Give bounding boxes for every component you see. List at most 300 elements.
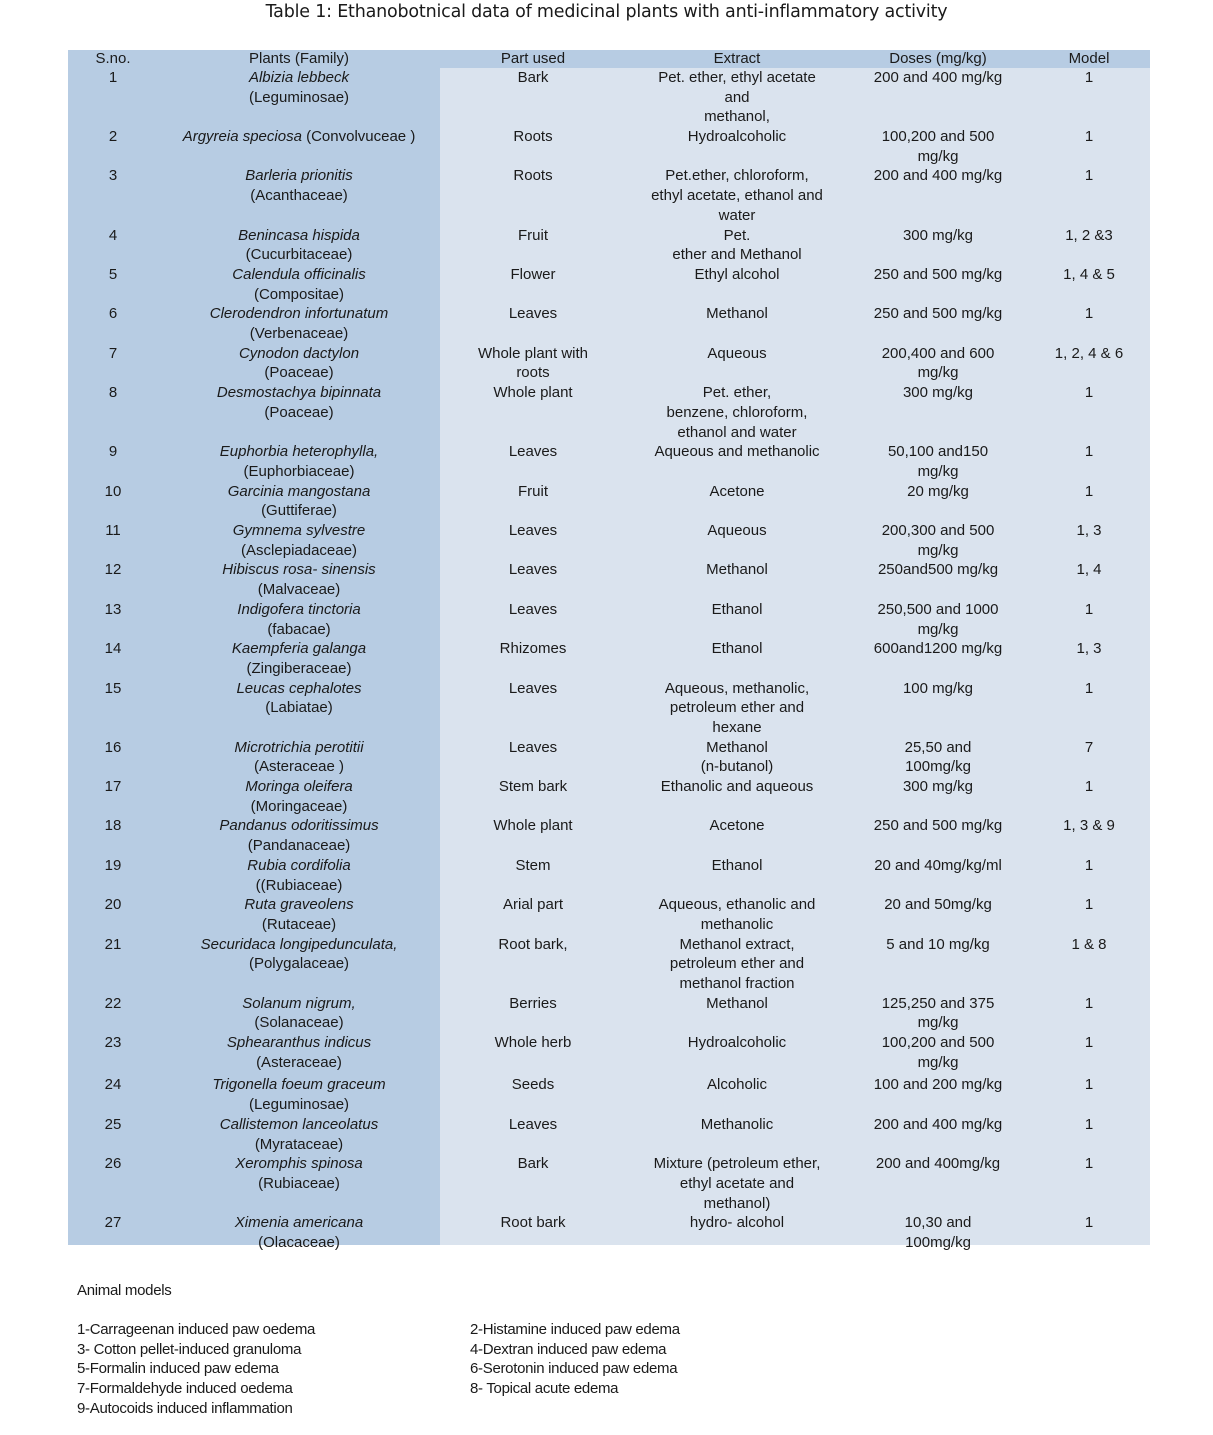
plant-family: (Rutaceae) bbox=[261, 915, 337, 933]
row-left-shaded bbox=[68, 68, 440, 127]
header-part-used: Part used bbox=[500, 50, 566, 67]
cell-sno: 15 bbox=[104, 679, 122, 697]
row-left-shaded bbox=[68, 738, 440, 777]
table-row bbox=[68, 816, 1150, 855]
row-left-shaded bbox=[68, 1075, 440, 1114]
cell-model: 1, 2 &3 bbox=[1065, 226, 1113, 244]
table-row bbox=[68, 344, 1150, 383]
table-row bbox=[68, 1115, 1150, 1154]
cell-part-used: Bark bbox=[517, 1155, 549, 1173]
cell-part-used: Leaves bbox=[508, 443, 558, 461]
cell-plant bbox=[158, 994, 440, 1033]
cell-model: 1 bbox=[1084, 1034, 1094, 1052]
cell-part-used: Roots bbox=[513, 128, 553, 146]
table-row bbox=[68, 166, 1150, 225]
plant-family: (Polygalaceae) bbox=[248, 955, 350, 973]
plant-family: (fabacae) bbox=[267, 620, 331, 638]
cell-plant bbox=[158, 1115, 440, 1154]
cell-plant bbox=[158, 226, 440, 265]
row-right-shaded bbox=[440, 895, 1150, 934]
cell-part-used: Arial part bbox=[502, 896, 564, 914]
cell-part-used: Whole plant bbox=[493, 817, 573, 835]
header-extract: Extract bbox=[713, 50, 761, 67]
row-right-shaded bbox=[440, 226, 1150, 265]
cell-doses: 300 mg/kg bbox=[902, 226, 974, 244]
row-left-shaded bbox=[68, 1213, 440, 1252]
table-row bbox=[68, 777, 1150, 816]
cell-doses: 20 and 40mg/kg/ml bbox=[874, 856, 1002, 874]
plant-latin-name: Pandanus odoritissimus bbox=[219, 817, 379, 835]
cell-part-used: Root bark bbox=[500, 1214, 566, 1232]
table-row bbox=[68, 560, 1150, 599]
row-left-shaded bbox=[68, 1154, 440, 1213]
row-right-shaded bbox=[440, 1075, 1150, 1114]
row-right-shaded bbox=[440, 639, 1150, 678]
cell-extract: Methanol (n-butanol) bbox=[700, 738, 774, 776]
cell-model: 1 bbox=[1084, 128, 1094, 146]
table-row bbox=[68, 639, 1150, 678]
row-left-shaded bbox=[68, 166, 440, 225]
table-row bbox=[68, 895, 1150, 934]
cell-plant bbox=[158, 679, 440, 738]
cell-extract: Pet. ether and Methanol bbox=[672, 226, 802, 264]
cell-plant bbox=[158, 935, 440, 994]
row-right-shaded bbox=[440, 265, 1150, 304]
cell-sno: 9 bbox=[108, 443, 118, 461]
cell-model: 1 bbox=[1084, 1076, 1094, 1094]
row-right-shaded bbox=[440, 1154, 1150, 1213]
cell-model: 1, 3 bbox=[1076, 522, 1102, 540]
table-row bbox=[68, 994, 1150, 1033]
plant-family: (Asteraceae) bbox=[256, 1053, 342, 1071]
plant-latin-name: Kaempferia galanga bbox=[231, 640, 367, 658]
plant-family: (Convolvuceae ) bbox=[301, 128, 416, 146]
cell-model: 1 bbox=[1084, 600, 1094, 618]
cell-part-used: Leaves bbox=[508, 600, 558, 618]
table-row bbox=[68, 1033, 1150, 1075]
cell-model: 1, 2, 4 & 6 bbox=[1054, 344, 1124, 362]
cell-part-used: Bark bbox=[517, 69, 549, 86]
cell-extract: Ethanolic and aqueous bbox=[660, 778, 814, 796]
table-row bbox=[68, 1075, 1150, 1114]
row-right-shaded bbox=[440, 1115, 1150, 1154]
table-row bbox=[68, 442, 1150, 481]
cell-sno: 19 bbox=[104, 856, 122, 874]
cell-plant bbox=[158, 1033, 440, 1075]
row-left-shaded bbox=[68, 679, 440, 738]
row-left-shaded bbox=[68, 265, 440, 304]
cell-sno: 20 bbox=[104, 896, 122, 914]
cell-doses: 250 and 500 mg/kg bbox=[873, 305, 1003, 323]
cell-plant bbox=[158, 1154, 440, 1213]
row-left-shaded bbox=[68, 1033, 440, 1075]
cell-doses: 5 and 10 mg/kg bbox=[886, 935, 990, 953]
row-right-shaded bbox=[440, 777, 1150, 816]
cell-extract: Ethanol bbox=[711, 856, 763, 874]
cell-extract: Pet.ether, chloroform, ethyl acetate, ethanol and water bbox=[651, 167, 823, 224]
table-row bbox=[68, 226, 1150, 265]
cell-doses: 20 and 50mg/kg bbox=[884, 896, 992, 914]
row-right-shaded bbox=[440, 679, 1150, 738]
cell-extract: Aqueous bbox=[707, 344, 767, 362]
cell-extract: Aqueous, methanolic, petroleum ether and hexane bbox=[664, 679, 810, 736]
cell-doses: 250 and 500 mg/kg bbox=[873, 265, 1003, 283]
table-row bbox=[68, 265, 1150, 304]
cell-doses: 250and500 mg/kg bbox=[877, 561, 999, 579]
row-right-shaded bbox=[440, 68, 1150, 127]
plant-latin-name: Barleria prionitis bbox=[245, 167, 353, 185]
plant-latin-name: Cynodon dactylon bbox=[238, 344, 360, 362]
cell-sno: 24 bbox=[104, 1076, 122, 1094]
cell-part-used: Berries bbox=[509, 994, 557, 1012]
plant-latin-name: Sphearanthus indicus bbox=[226, 1034, 372, 1052]
cell-model: 1 bbox=[1084, 679, 1094, 697]
header-model: Model bbox=[1068, 50, 1110, 67]
cell-part-used: Whole plant with roots bbox=[477, 344, 589, 382]
cell-model: 1 bbox=[1084, 896, 1094, 914]
cell-plant bbox=[158, 344, 440, 383]
cell-part-used: Leaves bbox=[508, 738, 558, 756]
plant-family: (Cucurbitaceae) bbox=[245, 246, 353, 264]
table-row bbox=[68, 935, 1150, 994]
cell-plant bbox=[158, 600, 440, 639]
cell-sno: 25 bbox=[104, 1115, 122, 1133]
cell-sno: 2 bbox=[108, 128, 118, 146]
table-row bbox=[68, 127, 1150, 166]
cell-sno: 10 bbox=[104, 482, 122, 500]
legend-item: 8- Topical acute edema bbox=[470, 1380, 619, 1398]
cell-part-used: Leaves bbox=[508, 1115, 558, 1133]
cell-plant bbox=[158, 895, 440, 934]
plant-latin-name: Callistemon lanceolatus bbox=[219, 1115, 379, 1133]
cell-model: 1 & 8 bbox=[1071, 935, 1107, 953]
table-row bbox=[68, 738, 1150, 777]
cell-doses: 250 and 500 mg/kg bbox=[873, 817, 1003, 835]
cell-plant bbox=[158, 166, 440, 225]
cell-sno: 4 bbox=[108, 226, 118, 244]
row-left-shaded bbox=[68, 127, 440, 166]
table-row bbox=[68, 1154, 1150, 1213]
ethnobotanical-table bbox=[68, 50, 1150, 1252]
cell-sno: 3 bbox=[108, 167, 118, 185]
table-row bbox=[68, 521, 1150, 560]
plant-latin-name: Solanum nigrum, bbox=[242, 994, 356, 1012]
cell-sno: 8 bbox=[108, 384, 118, 402]
row-right-shaded bbox=[440, 304, 1150, 343]
row-left-shaded bbox=[68, 994, 440, 1033]
header-plant: Plants (Family) bbox=[248, 50, 349, 67]
plant-family: (Leguminosae) bbox=[248, 88, 350, 106]
plant-family: (Malvaceae) bbox=[257, 581, 341, 599]
row-right-shaded bbox=[440, 1033, 1150, 1075]
plant-latin-name: Rubia cordifolia bbox=[247, 856, 351, 874]
row-right-shaded bbox=[440, 816, 1150, 855]
cell-doses: 200 and 400 mg/kg bbox=[873, 1115, 1003, 1133]
cell-doses: 20 mg/kg bbox=[907, 482, 969, 500]
cell-plant bbox=[158, 816, 440, 855]
legend-item: 5-Formalin induced paw edema bbox=[77, 1360, 279, 1378]
plant-latin-name: Garcinia mangostana bbox=[227, 482, 371, 500]
cell-doses: 200 and 400 mg/kg bbox=[873, 167, 1003, 185]
plant-family: (Compositae) bbox=[253, 285, 345, 303]
plant-family: (Leguminosae) bbox=[248, 1096, 350, 1114]
row-left-shaded bbox=[68, 442, 440, 481]
plant-latin-name: Securidaca longipedunculata, bbox=[200, 935, 398, 953]
plant-latin-name: Calendula officinalis bbox=[232, 265, 366, 283]
row-right-shaded bbox=[440, 738, 1150, 777]
cell-extract: Methanolic bbox=[700, 1115, 774, 1133]
cell-plant bbox=[158, 856, 440, 895]
cell-sno: 18 bbox=[104, 817, 122, 835]
cell-doses: 100,200 and 500 mg/kg bbox=[881, 1034, 995, 1071]
cell-extract: Alcoholic bbox=[706, 1076, 768, 1094]
row-right-shaded bbox=[440, 442, 1150, 481]
cell-model: 1 bbox=[1084, 69, 1094, 86]
cell-model: 1, 3 & 9 bbox=[1063, 817, 1115, 835]
cell-extract: Methanol extract, petroleum ether and methanol fraction bbox=[669, 935, 805, 993]
plant-family: (Rubiaceae) bbox=[258, 1174, 340, 1192]
cell-extract: Ethanol bbox=[711, 640, 763, 658]
table-row bbox=[68, 383, 1150, 442]
cell-model: 1, 3 bbox=[1076, 640, 1102, 658]
cell-part-used: Leaves bbox=[508, 522, 558, 540]
cell-model: 1, 4 bbox=[1076, 561, 1102, 579]
plant-family: (Moringaceae) bbox=[250, 797, 348, 815]
plant-family: ((Rubiaceae) bbox=[255, 876, 343, 894]
plant-latin-name: Indigofera tinctoria bbox=[237, 600, 361, 618]
table-title: Table 1: Ethanobotnical data of medicinal plants with anti-inflammatory activity bbox=[265, 2, 948, 22]
plant-family: (Poaceae) bbox=[264, 364, 334, 382]
row-left-shaded bbox=[68, 560, 440, 599]
table-row bbox=[68, 600, 1150, 639]
cell-plant bbox=[158, 265, 440, 304]
cell-sno: 5 bbox=[108, 265, 118, 283]
cell-sno: 14 bbox=[104, 640, 122, 658]
cell-plant bbox=[158, 639, 440, 678]
cell-model: 1 bbox=[1084, 482, 1094, 500]
cell-model: 1 bbox=[1084, 994, 1094, 1012]
cell-extract: Aqueous, ethanolic and methanolic bbox=[658, 896, 816, 933]
cell-plant bbox=[158, 442, 440, 481]
cell-sno: 13 bbox=[104, 600, 122, 618]
row-left-shaded bbox=[68, 935, 440, 994]
cell-sno: 21 bbox=[104, 935, 122, 953]
row-right-shaded bbox=[440, 560, 1150, 599]
row-right-shaded bbox=[440, 383, 1150, 442]
cell-doses: 250,500 and 1000 mg/kg bbox=[877, 600, 999, 638]
plant-latin-name: Argyreia speciosa bbox=[182, 128, 302, 146]
header-doses: Doses (mg/kg) bbox=[889, 50, 987, 67]
row-right-shaded bbox=[440, 856, 1150, 895]
cell-plant bbox=[158, 1213, 440, 1252]
table-row bbox=[68, 1213, 1150, 1252]
row-left-shaded bbox=[68, 344, 440, 383]
plant-family: (Myrataceae) bbox=[254, 1135, 344, 1153]
row-right-shaded bbox=[440, 994, 1150, 1033]
plant-latin-name: Benincasa hispida bbox=[238, 226, 360, 244]
cell-plant bbox=[158, 738, 440, 777]
cell-part-used: Fruit bbox=[518, 482, 548, 500]
cell-extract: Methanol bbox=[706, 561, 768, 579]
cell-model: 1 bbox=[1084, 443, 1094, 461]
legend-item: 7-Formaldehyde induced oedema bbox=[77, 1380, 293, 1398]
plant-family: (Guttiferae) bbox=[261, 502, 337, 520]
row-left-shaded bbox=[68, 383, 440, 442]
cell-doses: 50,100 and150 mg/kg bbox=[887, 443, 989, 480]
cell-extract: Ethanol bbox=[711, 600, 763, 618]
cell-part-used: Rhizomes bbox=[499, 640, 567, 658]
cell-model: 1 bbox=[1084, 1155, 1094, 1173]
cell-sno: 16 bbox=[104, 738, 122, 756]
legend-item: 9-Autocoids induced inflammation bbox=[77, 1399, 293, 1417]
cell-part-used: Leaves bbox=[508, 679, 558, 697]
plant-latin-name: Euphorbia heterophylla, bbox=[219, 443, 379, 461]
plant-family: (Verbenaceae) bbox=[249, 325, 349, 343]
plant-latin-name: Ximenia americana bbox=[234, 1214, 364, 1232]
row-right-shaded bbox=[440, 935, 1150, 994]
cell-model: 1 bbox=[1084, 167, 1094, 185]
row-left-shaded bbox=[68, 1115, 440, 1154]
cell-doses: 25,50 and 100mg/kg bbox=[904, 738, 972, 776]
row-left-shaded bbox=[68, 639, 440, 678]
plant-family: (Poaceae) bbox=[264, 403, 334, 421]
row-right-shaded bbox=[440, 1213, 1150, 1252]
row-left-shaded bbox=[68, 482, 440, 521]
cell-sno: 26 bbox=[104, 1155, 122, 1173]
cell-extract: Mixture (petroleum ether, ethyl acetate and methanol) bbox=[653, 1155, 821, 1212]
plant-family: (Olacaceae) bbox=[258, 1234, 340, 1252]
plant-latin-name: Ruta graveolens bbox=[244, 896, 354, 914]
row-right-shaded bbox=[440, 521, 1150, 560]
legend-item: 6-Serotonin induced paw edema bbox=[470, 1360, 678, 1378]
cell-part-used: Root bark, bbox=[498, 935, 568, 953]
cell-doses: 100 mg/kg bbox=[902, 679, 974, 697]
table-row bbox=[68, 856, 1150, 895]
cell-extract: Hydroalcoholic bbox=[687, 1034, 787, 1052]
cell-extract: hydro- alcohol bbox=[689, 1214, 785, 1232]
header-sno: S.no. bbox=[95, 50, 131, 67]
row-left-shaded bbox=[68, 600, 440, 639]
cell-extract: Methanol bbox=[706, 994, 768, 1012]
table-row bbox=[68, 304, 1150, 343]
cell-model: 1 bbox=[1084, 384, 1094, 402]
cell-extract: Methanol bbox=[706, 305, 768, 323]
legend-title: Animal models bbox=[77, 1282, 172, 1299]
plant-latin-name: Desmostachya bipinnata bbox=[216, 384, 382, 402]
cell-plant bbox=[158, 560, 440, 599]
cell-part-used: Whole plant bbox=[493, 384, 573, 402]
cell-sno: 6 bbox=[108, 305, 118, 323]
cell-doses: 200 and 400mg/kg bbox=[875, 1155, 1001, 1173]
cell-sno: 11 bbox=[105, 522, 121, 540]
plant-family: (Solanaceae) bbox=[254, 1014, 344, 1032]
table-body bbox=[68, 68, 1150, 1252]
cell-extract: Hydroalcoholic bbox=[687, 128, 787, 146]
cell-doses: 200,300 and 500 mg/kg bbox=[881, 522, 995, 559]
row-left-shaded bbox=[68, 895, 440, 934]
cell-plant bbox=[158, 304, 440, 343]
cell-model: 1 bbox=[1084, 305, 1094, 323]
row-left-shaded bbox=[68, 521, 440, 560]
row-left-shaded bbox=[68, 856, 440, 895]
plant-family: (Asclepiadaceae) bbox=[241, 541, 357, 559]
plant-latin-name: Trigonella foeum graceum bbox=[212, 1076, 386, 1094]
cell-sno: 27 bbox=[104, 1214, 122, 1232]
row-left-shaded bbox=[68, 226, 440, 265]
row-right-shaded bbox=[440, 166, 1150, 225]
cell-part-used: Leaves bbox=[508, 305, 558, 323]
plant-latin-name: Clerodendron infortunatum bbox=[209, 305, 389, 323]
cell-part-used: Flower bbox=[510, 265, 556, 283]
cell-part-used: Seeds bbox=[511, 1076, 555, 1094]
plant-latin-name: Gymnema sylvestre bbox=[232, 522, 366, 540]
cell-extract: Ethyl alcohol bbox=[694, 265, 780, 283]
plant-family: (Asteraceae ) bbox=[253, 758, 345, 776]
plant-family: (Pandanaceae) bbox=[247, 837, 351, 855]
plant-latin-name: Hibiscus rosa- sinensis bbox=[222, 561, 376, 579]
cell-doses: 100 and 200 mg/kg bbox=[873, 1076, 1003, 1094]
cell-sno: 22 bbox=[104, 994, 122, 1012]
cell-extract: Aqueous bbox=[707, 522, 767, 540]
plant-latin-name: Moringa oleifera bbox=[245, 778, 353, 796]
cell-doses: 200,400 and 600 mg/kg bbox=[881, 344, 995, 382]
legend-items bbox=[77, 1320, 770, 1419]
cell-plant bbox=[158, 1075, 440, 1114]
cell-plant bbox=[158, 68, 440, 127]
cell-sno: 17 bbox=[104, 778, 122, 796]
plant-family: (Acanthaceae) bbox=[250, 187, 348, 205]
plant-latin-name: Albizia lebbeck bbox=[248, 69, 350, 86]
legend-item: 4-Dextran induced paw edema bbox=[470, 1340, 667, 1358]
cell-doses: 125,250 and 375 mg/kg bbox=[881, 994, 995, 1032]
cell-model: 1, 4 & 5 bbox=[1063, 265, 1115, 283]
row-right-shaded bbox=[440, 482, 1150, 521]
cell-model: 1 bbox=[1084, 1115, 1094, 1133]
row-right-shaded bbox=[440, 127, 1150, 166]
cell-doses: 300 mg/kg bbox=[902, 384, 974, 402]
cell-doses: 600and1200 mg/kg bbox=[873, 640, 1003, 658]
cell-model: 1 bbox=[1084, 778, 1094, 796]
animal-models-legend bbox=[77, 1281, 770, 1419]
cell-plant bbox=[158, 127, 440, 166]
cell-doses: 100,200 and 500 mg/kg bbox=[881, 128, 995, 165]
cell-part-used: Stem bbox=[515, 856, 551, 874]
row-left-shaded bbox=[68, 304, 440, 343]
row-left-shaded bbox=[68, 816, 440, 855]
cell-model: 7 bbox=[1084, 738, 1094, 756]
cell-part-used: Fruit bbox=[518, 226, 548, 244]
plant-latin-name: Microtrichia perotitii bbox=[234, 738, 364, 756]
cell-extract: Acetone bbox=[709, 817, 765, 835]
plant-latin-name: Xeromphis spinosa bbox=[235, 1155, 363, 1173]
table-header-row bbox=[68, 50, 1150, 68]
legend-item: 3- Cotton pellet-induced granuloma bbox=[77, 1340, 302, 1358]
cell-part-used: Stem bark bbox=[498, 778, 568, 796]
row-right-shaded bbox=[440, 344, 1150, 383]
cell-extract: Acetone bbox=[709, 482, 765, 500]
cell-sno: 7 bbox=[108, 344, 118, 362]
cell-extract: Pet. ether, ethyl acetate and methanol, bbox=[658, 69, 816, 126]
row-right-shaded bbox=[440, 600, 1150, 639]
cell-model: 1 bbox=[1084, 856, 1094, 874]
legend-item: 2-Histamine induced paw edema bbox=[470, 1320, 680, 1338]
cell-plant bbox=[158, 383, 440, 442]
cell-plant bbox=[158, 521, 440, 560]
plant-family: (Euphorbiaceae) bbox=[243, 462, 355, 480]
cell-sno: 23 bbox=[104, 1034, 122, 1052]
cell-doses: 300 mg/kg bbox=[902, 778, 974, 796]
cell-plant bbox=[158, 482, 440, 521]
